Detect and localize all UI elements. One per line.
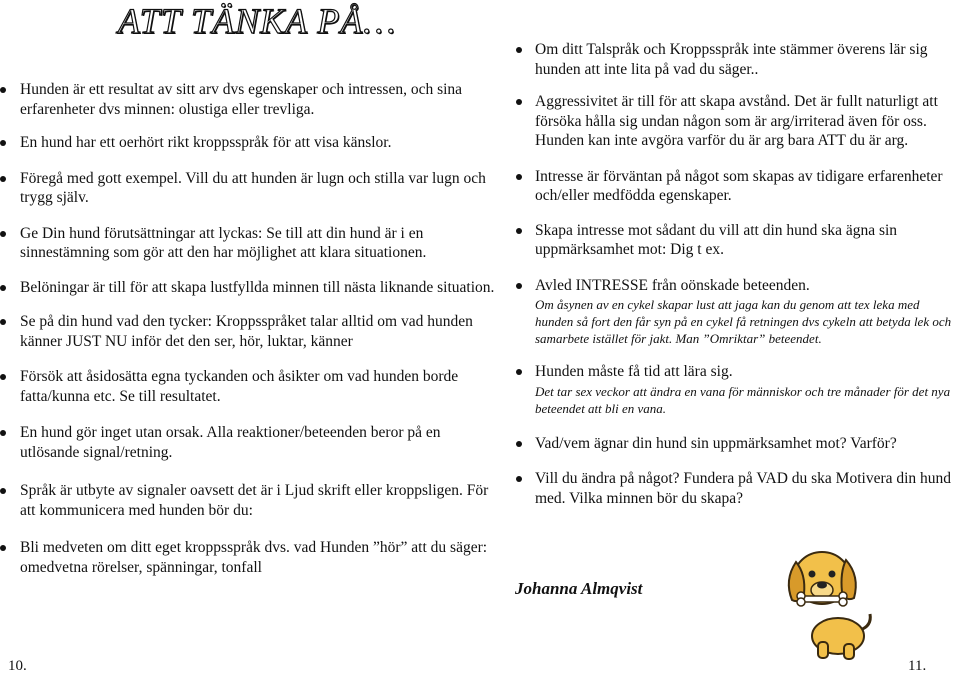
list-item-note: Om åsynen av en cykel skapar lust att jaga kan du genom att tex leka med hunden så fort den får syn på en cykel få retningen dvs cykeln att betyda lek och samarbete istället för jakt. Man ”Omriktar” beteendet. [535,297,952,346]
list-item [510,221,960,260]
bullet-icon [0,488,6,494]
list-item [0,367,500,406]
list-item [510,167,960,206]
list-item [510,469,960,508]
bullet-icon [0,319,6,325]
list-item-text: Om ditt Talspråk och Kroppsspråk inte stämmer överens lär sig hunden att inte lita på vad du säger.. [535,41,928,78]
bullet-icon [0,285,6,291]
list-item-text: Skapa intresse mot sådant du vill att din hund ska ägna sin uppmärksamhet mot: Dig t ex. [535,221,898,258]
list-item-text: Aggressivitet är till för att skapa avstånd. Det är fullt naturligt att försöka hålla sig undan någon som är arg/irriterad även för oss. Hunden kan inte avgöra varför du är arg bara ATT du är arg. [535,93,938,149]
list-item-text: Hunden måste få tid att lära sig. [535,363,733,380]
list-item-note: Det tar sex veckor att ändra en vana för människor och tre månader för det nya beteendet att bli en vana. [535,383,951,416]
bullet-icon [0,231,6,237]
list-item-text: Bli medveten om ditt eget kroppsspråk dvs. vad Hunden ”hör” att du säger: omedvetna rörelser, spänningar, tonfall [20,539,488,576]
list-item [0,278,500,298]
page-title: ATT TÄNKA PÅ… [118,1,397,41]
bullet-icon [0,87,6,93]
list-item-text: Språk är utbyte av signaler oavsett det är i Ljud skrift eller kroppsligen. För att kommunicera med hunden bör du: [20,482,489,519]
list-item-text: Vill du ändra på något? Fundera på VAD du ska Motivera din hund med. Vilka minnen bör du skapa? [535,470,952,507]
list-item-text: Belöningar är till för att skapa lustfyllda minnen till nästa liknande situation. [20,278,495,296]
left-bullet-list [0,80,500,577]
bullet-icon [516,283,522,289]
list-item [510,276,960,348]
list-item [0,80,500,119]
list-item-text: Avled INTRESSE från oönskade beteenden. [535,276,810,294]
author-name: Johanna Almqvist [515,579,643,598]
list-item [510,92,960,151]
list-item [0,312,500,351]
list-item [0,423,500,462]
right-bullet-list [510,40,960,508]
bullet-icon [516,99,522,105]
list-item [0,169,500,208]
list-item [510,40,960,79]
bullet-icon [0,176,6,182]
list-item [0,481,500,520]
list-item-text: Försök att åsidosätta egna tyckanden och åsikter om vad hunden borde fatta/kunna etc. Se till resultatet. [20,368,459,405]
bullet-icon [516,369,522,375]
list-item-text: En hund har ett oerhört rikt kroppsspråk för att visa känslor. [20,134,392,151]
list-item-text: En hund gör inget utan orsak. Alla reaktioner/beteenden beror på en utlösande signal/retning. [20,424,441,461]
bullet-icon [0,430,6,436]
list-item [0,133,500,153]
bullet-icon [0,545,6,551]
list-item-text: Se på din hund vad den tycker: Kroppsspråket talar alltid om vad hunden känner JUST NU inför det den ser, hör, luktar, känner [20,313,473,350]
dog-illustration [778,538,878,662]
bullet-icon [0,374,6,380]
list-item-text: Ge Din hund förutsättningar att lyckas: Se till att din hund är i en sinnestämning som gör att den har möjlighet att klara situationen. [20,224,427,261]
bullet-icon [0,140,6,146]
bullet-icon [516,441,522,447]
page-number-left: 10. [8,658,27,674]
list-item [0,224,500,263]
list-item [0,538,500,577]
bullet-icon [516,47,522,53]
list-item [510,434,960,454]
list-item-text: Intresse är förväntan på något som skapas av tidigare erfarenheter och/eller medfödda egenskaper. [535,167,943,204]
list-item [510,362,960,417]
bullet-icon [516,228,522,234]
list-item-text: Föregå med gott exempel. Vill du att hunden är lugn och stilla var lugn och trygg själv. [20,169,486,206]
list-item-text: Vad/vem ägnar din hund sin uppmärksamhet mot? Varför? [535,434,897,452]
list-item-text: Hunden är ett resultat av sitt arv dvs egenskaper och intressen, och sina erfarenheter dvs minnen: olustiga eller trevliga. [20,81,463,118]
bullet-icon [516,476,522,482]
page-number-right: 11. [908,658,927,674]
bullet-icon [516,174,522,180]
